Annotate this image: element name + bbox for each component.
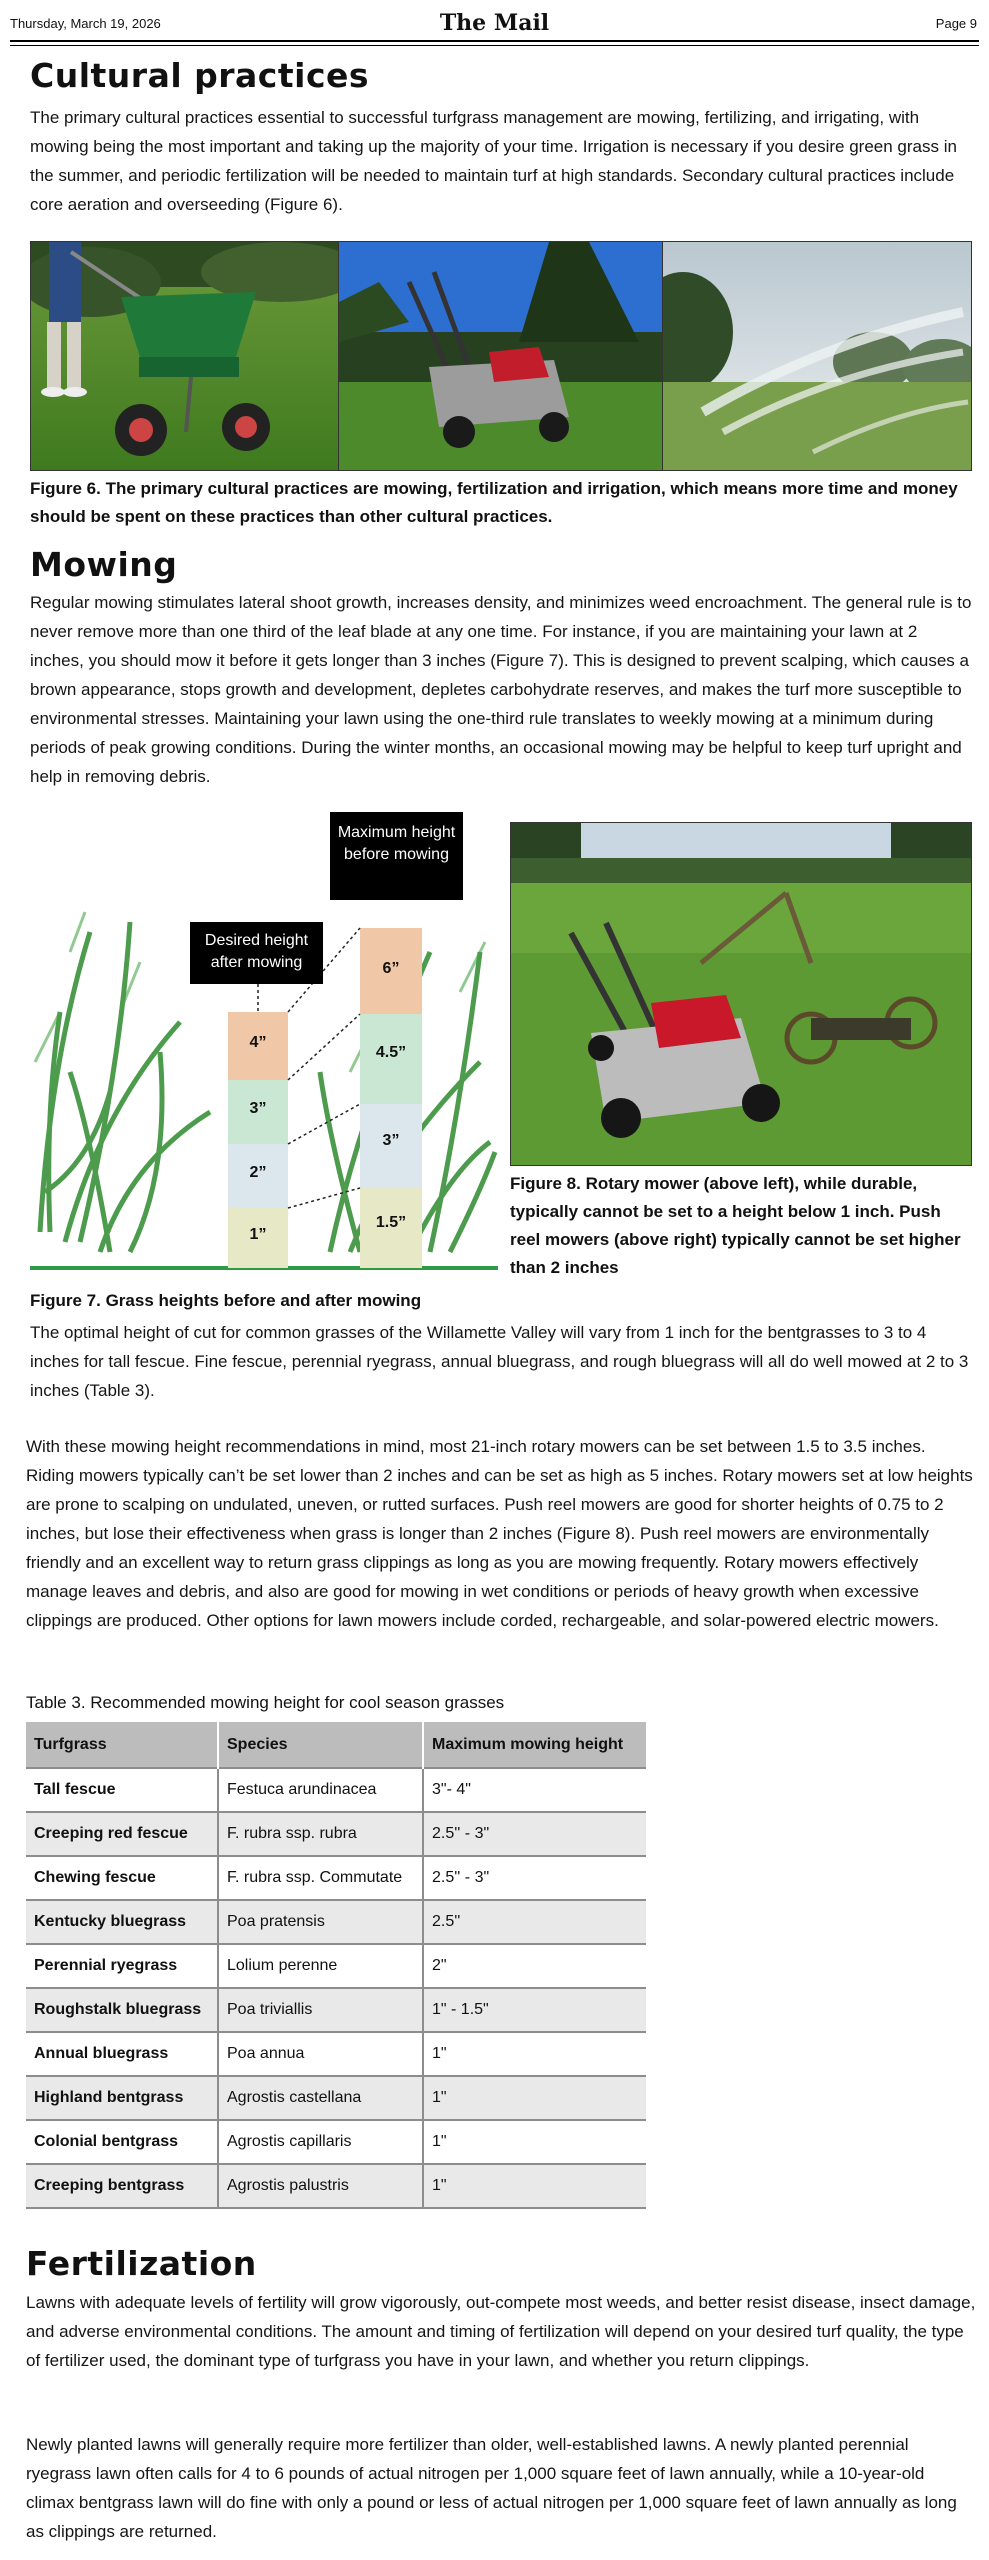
figure8-caption: Figure 8. Rotary mower (above left), while durable, typically cannot be set to a height below 1 inch. Push reel mowers (above right) typically cannot be set higher than 2 inches — [510, 1174, 961, 1277]
heading-fertilization: Fertilization — [26, 2244, 257, 2283]
table-cell-turfgrass: Colonial bentgrass — [26, 2120, 218, 2164]
fertilizer-spreader-photo — [30, 241, 339, 471]
paragraph-cultural-practices: The primary cultural practices essential to successful turfgrass management are mowing, fertilizing, and irrigating, with mowing being the most important and taking up the majority of your time. Irrigation is necessary if you desire green grass in the summer, and periodic fertilization will be needed to maintain turf at high standards. Secondary cultural practices include core aeration and overseeding (Figure 6). — [30, 108, 957, 214]
table-header-row — [26, 1722, 646, 1768]
table3-title: Table 3. Recommended mowing height for cool season grasses — [26, 1693, 505, 1712]
table-cell-species: Agrostis castellana — [218, 2076, 423, 2120]
table-cell-turfgrass: Highland bentgrass — [26, 2076, 218, 2120]
left-bar-label-1: 1” — [249, 1226, 267, 1243]
left-bar-label-2: 2” — [249, 1164, 267, 1181]
table-cell-height: 2" — [423, 1944, 646, 1988]
paragraph-mowing-heights: The optimal height of cut for common grasses of the Willamette Valley will vary from 1 inch for the bentgrasses to 3 to 4 inches for tall fescue. Fine fescue, perennial ryegrass, annual bluegrass, and rough bluegrass will all do well mowed at 2 to 3 inches (Table 3). — [30, 1323, 969, 1400]
label-desired-height: Desired height after mowing — [204, 932, 309, 971]
table-row — [26, 2076, 646, 2120]
right-bar-label-6: 6” — [382, 960, 400, 977]
table-cell-species: Poa pratensis — [218, 1900, 423, 1944]
table-row — [26, 1944, 646, 1988]
left-bar-label-3: 3” — [249, 1100, 267, 1117]
table-row — [26, 1768, 646, 1812]
masthead-rule — [10, 40, 979, 42]
table-cell-height: 1" - 1.5" — [423, 1988, 646, 2032]
sprinkler-photo — [662, 241, 972, 471]
table-cell-species: Agrostis capillaris — [218, 2120, 423, 2164]
mowers-photo — [510, 822, 972, 1166]
figure7-caption: Figure 7. Grass heights before and after mowing — [30, 1291, 422, 1310]
table-cell-species: Agrostis palustris — [218, 2164, 423, 2208]
table-cell-turfgrass: Chewing fescue — [26, 1856, 218, 1900]
masthead-date: Thursday, March 19, 2026 — [10, 16, 161, 31]
paragraph-mower-types: With these mowing height recommendations in mind, most 21-inch rotary mowers can be set between 1.5 to 3.5 inches. Riding mowers typically can’t be set lower than 2 inches and can be set as high as 5 inches. Rotary mowers set at low heights are prone to scalping on undulated, uneven, or rutted surfaces. Push reel mowers are good for shorter heights of 0.75 to 2 inches, but lose their effectiveness when grass is longer than 2 inches (Figure 8). Push reel mowers are environmentally friendly and an excellent way to return grass clippings as long as you are mowing frequently. Rotary mowers effectively manage leaves and debris, and also are good for mowing in wet conditions or periods of heavy growth when excessive clippings are produced. Other options for lawn mowers include corded, rechargeable, and solar-powered electric mowers. — [26, 1437, 973, 1630]
table-cell-height: 1" — [423, 2120, 646, 2164]
table-cell-height: 3"- 4" — [423, 1768, 646, 1812]
heading-cultural-practices: Cultural practices — [30, 56, 370, 95]
paragraph-mowing-intro: Regular mowing stimulates lateral shoot growth, increases density, and minimizes weed encroachment. The general rule is to never remove more than one third of the leaf blade at any one time. For instance, if you are maintaining your lawn at 2 inches, you should mow it before it gets longer than 3 inches (Figure 7). This is designed to prevent scalping, which causes a brown appearance, stops growth and development, depletes carbohydrate reserves, and makes the turf more susceptible to environmental stresses. Maintaining your lawn using the one-third rule translates to weekly mowing at a minimum during periods of peak growing conditions. During the winter months, an occasional mowing may be helpful to keep turf upright and help in removing debris. — [30, 593, 972, 786]
right-bar-label-3: 3” — [382, 1132, 400, 1149]
table-row — [26, 1900, 646, 1944]
rotary-mower-photo — [338, 241, 663, 471]
table-cell-turfgrass: Perennial ryegrass — [26, 1944, 218, 1988]
grass-height-diagram — [30, 812, 498, 1282]
table-cell-species: F. rubra ssp. Commutate — [218, 1856, 423, 1900]
masthead-title: The Mail — [439, 10, 550, 36]
table-header-height: Maximum mowing height — [423, 1722, 646, 1768]
table-row — [26, 2032, 646, 2076]
heading-mowing: Mowing — [30, 545, 178, 584]
table-cell-species: Poa triviallis — [218, 1988, 423, 2032]
table-cell-species: F. rubra ssp. rubra — [218, 1812, 423, 1856]
masthead-rule-thin — [10, 45, 979, 46]
masthead-page-number: Page 9 — [935, 16, 977, 31]
table-cell-species: Lolium perenne — [218, 1944, 423, 1988]
table-cell-height: 1" — [423, 2076, 646, 2120]
masthead — [0, 0, 989, 44]
table-cell-turfgrass: Creeping bentgrass — [26, 2164, 218, 2208]
label-maximum-height: Maximum height before mowing — [337, 824, 456, 863]
table-row — [26, 2120, 646, 2164]
table-cell-height: 2.5'' - 3" — [423, 1856, 646, 1900]
table-cell-height: 1" — [423, 2164, 646, 2208]
table-cell-height: 2.5'' - 3" — [423, 1812, 646, 1856]
table-cell-turfgrass: Kentucky bluegrass — [26, 1900, 218, 1944]
table-cell-turfgrass: Roughstalk bluegrass — [26, 1988, 218, 2032]
table-row — [26, 1988, 646, 2032]
left-bar-label-4: 4” — [249, 1034, 267, 1051]
table-cell-turfgrass: Creeping red fescue — [26, 1812, 218, 1856]
table-row — [26, 1856, 646, 1900]
table-cell-height: 2.5'' — [423, 1900, 646, 1944]
table-row — [26, 1812, 646, 1856]
table-cell-species: Poa annua — [218, 2032, 423, 2076]
table-row — [26, 2164, 646, 2208]
figure6-caption: Figure 6. The primary cultural practices are mowing, fertilization and irrigation, which means more time and money should be spent on these practices than other cultural practices. — [30, 479, 958, 526]
mowing-height-table — [26, 1722, 646, 2209]
table-cell-turfgrass: Tall fescue — [26, 1768, 218, 1812]
right-bar-label-1-5: 1.5” — [375, 1214, 407, 1231]
table-cell-turfgrass: Annual bluegrass — [26, 2032, 218, 2076]
table-cell-species: Festuca arundinacea — [218, 1768, 423, 1812]
table-cell-height: 1" — [423, 2032, 646, 2076]
right-bar-label-4-5: 4.5” — [375, 1044, 407, 1061]
table-header-species: Species — [218, 1722, 423, 1768]
table-header-turfgrass: Turfgrass — [26, 1722, 218, 1768]
paragraph-fertilization-newlawns: Newly planted lawns will generally require more fertilizer than older, well-established lawns. A newly planted perennial ryegrass lawn often calls for 4 to 6 pounds of actual nitrogen per 1,000 square feet of lawn annually, while a 10-year-old climax bentgrass lawn will do fine with only a pound or less of actual nitrogen per 1,000 square feet of lawn annually as long as clippings are returned. — [26, 2435, 957, 2541]
paragraph-fertilization-intro: Lawns with adequate levels of fertility will grow vigorously, out-compete most weeds, and better resist disease, insect damage, and adverse environmental conditions. The amount and timing of fertilization will depend on your desired turf quality, the type of fertilizer used, the dominant type of turfgrass you have in your lawn, and whether you return clippings. — [26, 2293, 976, 2370]
